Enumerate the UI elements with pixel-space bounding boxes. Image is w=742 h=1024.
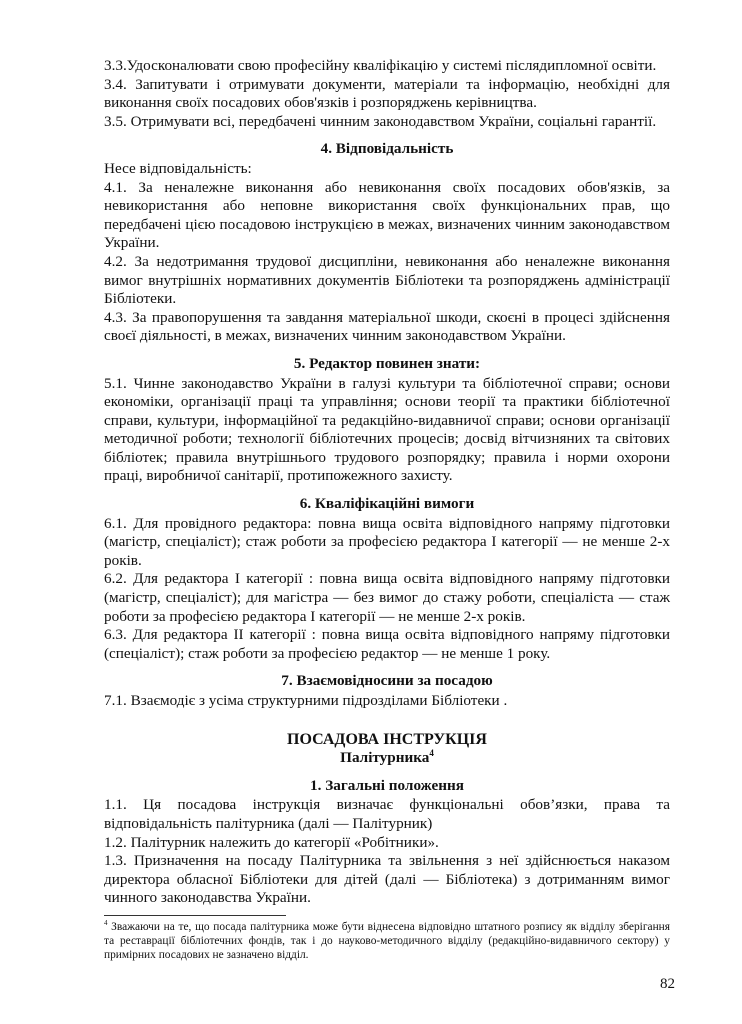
section-7-heading: 7. Взаємовідносини за посадою <box>281 672 493 690</box>
subtitle-text: Палітурника <box>340 749 430 767</box>
item-6-2: 6.2. Для редактора I категорії : повна вища освіта відповідного напряму підготовки (магістр, спеціаліст); для магістра — без вимог до стажу роботи, спеціаліста — стаж роботи за професією редактора I категорії — не менше 2-х років. <box>104 570 670 625</box>
item-5-1: 5.1. Чинне законодавство України в галузі культури та бібліотечної справи; основи економіки, організації праці та управління; основи теорії та практики бібліотечної справи, культури, інформаційної та редакційно-видавничої справи; основи організації методичної роботи; технології бібліотечних процесів; досвід вітчизняних та світових бібліотек; правила внутрішнього трудового розпорядку; правила і норми охорони праці, виробничої санітарії, протипожежного захисту. <box>104 374 670 485</box>
footnote-divider <box>104 915 286 916</box>
document-title: ПОСАДОВА ІНСТРУКЦІЯ <box>287 730 487 748</box>
item-4-3: 4.3. За правопорушення та завдання матеріальної шкоди, скоєні в процесі здійснення своєї діяльності, в межах, визначених чинним законодавством України. <box>104 308 670 345</box>
item-3-4: 3.4. Запитувати і отримувати документи, матеріали та інформацію, необхідні для виконання своїх посадових обов'язків і розпоряджень керівництва. <box>104 75 670 112</box>
item-7-1: 7.1. Взаємодіє з усіма структурними підрозділами Бібліотеки . <box>104 692 508 709</box>
footnote-text: Зважаючи на те, що посада палітурника може бути віднесена відповідно штатного розпису як відділу зберігання та реставрації бібліотечних фондів, так і до науково-методичного відділу (редакційно-видавничого сектору) у примірних посадових не зазначено відділ. <box>104 921 670 961</box>
section-1-heading: 1. Загальні положення <box>310 776 464 794</box>
footnote-ref[interactable]: 4 <box>429 748 434 759</box>
page-number: 82 <box>660 976 675 992</box>
document-subtitle <box>104 749 670 768</box>
section-6-heading: 6. Кваліфікаційні вимоги <box>299 495 475 513</box>
footnote-mark: 4 <box>104 919 108 928</box>
item-1-3: 1.3. Призначення на посаду Палітурника та звільнення з неї здійснюється наказом директора обласної Бібліотеки для дітей (далі — Бібліотека) з дотриманням вимог чинного законодавства України. <box>104 852 670 907</box>
item-4-1: 4.1. За неналежне виконання або невиконання своїх посадових обов'язків, за невикористання або неповне використання своїх функціональних прав, що передбачені цією посадовою інструкцією в межах, визначених чинним законодавством України. <box>104 178 670 252</box>
item-1-2: 1.2. Палітурник належить до категорії «Робітники». <box>104 833 439 851</box>
item-6-3: 6.3. Для редактора II категорії : повна вища освіта відповідного напряму підготовки (спеціаліст); стаж роботи за професією редактор — не менше 1 року. <box>104 626 670 662</box>
item-1-1: 1.1. Ця посадова інструкція визначає функціональні обов’язки, права та відповідальність палітурника (далі — Палітурник) <box>104 796 670 832</box>
page-body <box>104 57 670 908</box>
section-5-heading: 5. Редактор повинен знати: <box>293 354 481 372</box>
footnote <box>104 920 670 962</box>
section-4-heading: 4. Відповідальність <box>320 140 454 158</box>
section-4-intro: Несе відповідальність: <box>104 159 252 177</box>
item-3-5: 3.5. Отримувати всі, передбачені чинним законодавством України, соціальні гарантії. <box>104 112 657 130</box>
item-4-2: 4.2. За недотримання трудової дисципліни, невиконання або неналежне виконання вимог внутрішніх нормативних документів Бібліотеки та розпоряджень адміністрації Бібліотеки. <box>104 252 670 308</box>
item-3-3: 3.3.Удосконалювати свою професійну кваліфікацію у системі післядипломної освіти. <box>104 57 657 74</box>
item-6-1: 6.1. Для провідного редактора: повна вища освіта відповідного напряму підготовки (магістр, спеціаліст); стаж роботи за професією редактора I категорії — не менше 2-х років. <box>104 514 670 569</box>
